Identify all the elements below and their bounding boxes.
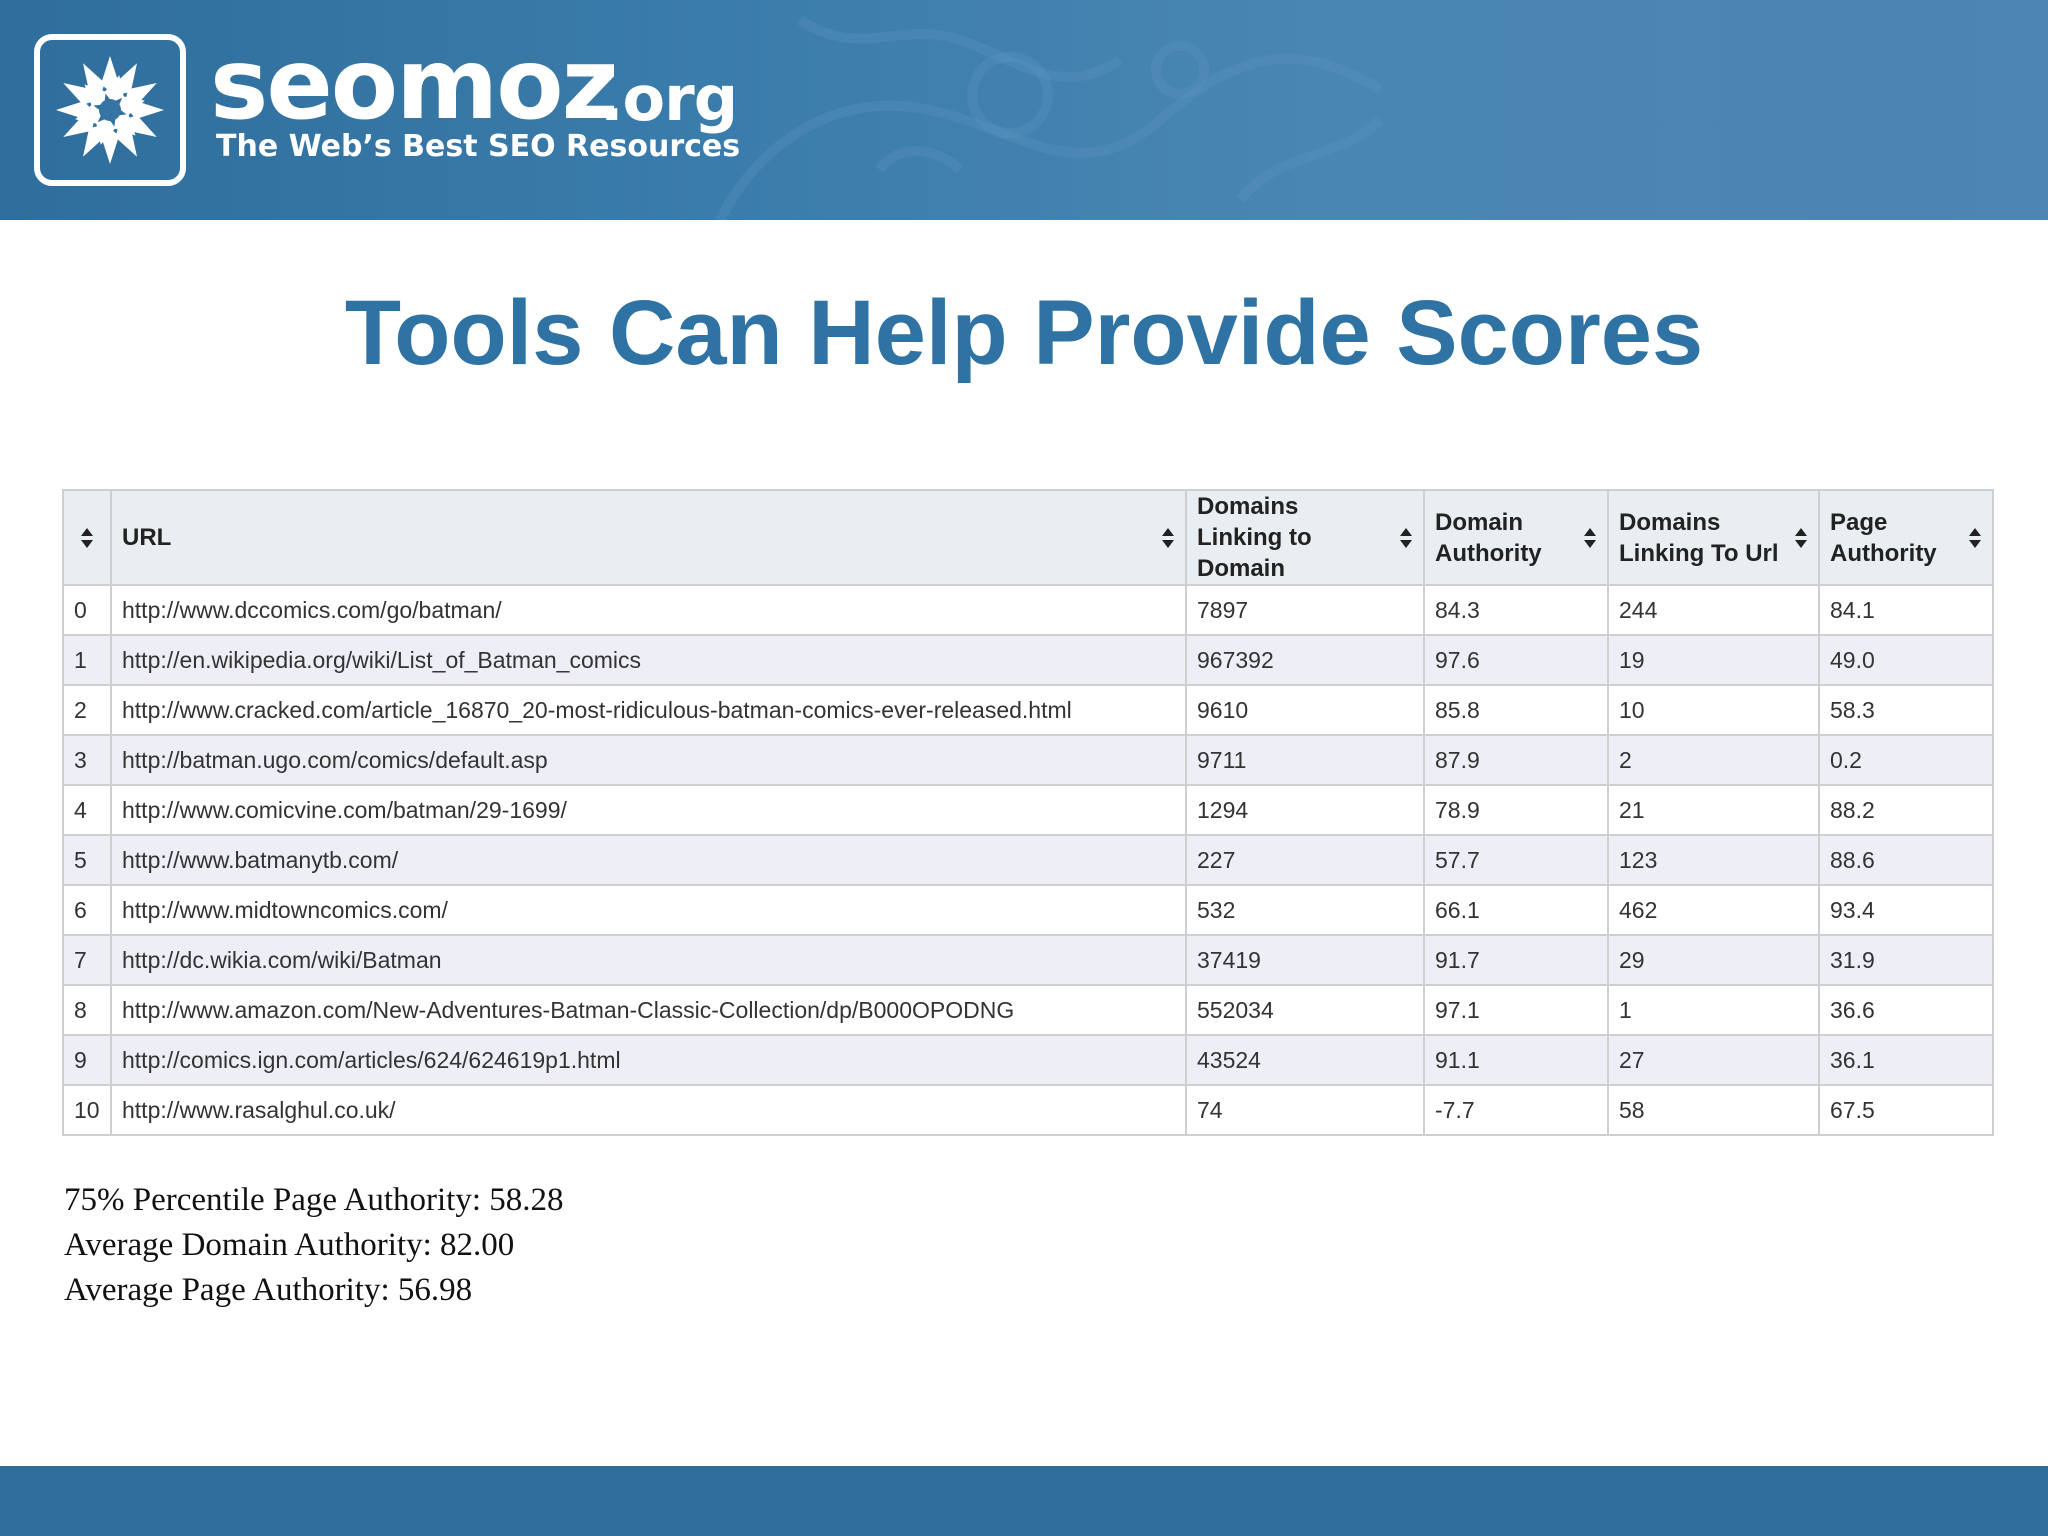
domains-linking-to-url-cell: 1: [1608, 985, 1819, 1035]
domain-authority-cell: -7.7: [1424, 1085, 1608, 1135]
domains-linking-to-domain-cell: 1294: [1186, 785, 1424, 835]
sort-arrows-icon: [1583, 527, 1597, 549]
column-header-index[interactable]: [63, 490, 111, 585]
domain-authority-cell: 97.1: [1424, 985, 1608, 1035]
page-authority-cell: 93.4: [1819, 885, 1993, 935]
column-header-label: URL: [122, 524, 172, 551]
slide-title: Tools Can Help Provide Scores: [344, 282, 1704, 384]
domains-linking-to-url-cell: 2: [1608, 735, 1819, 785]
sort-arrows-icon: [80, 527, 94, 549]
url-cell: http://batman.ugo.com/comics/default.asp: [111, 735, 1186, 785]
domains-linking-to-domain-cell: 9711: [1186, 735, 1424, 785]
header-banner: [0, 0, 2048, 220]
url-cell: http://en.wikipedia.org/wiki/List_of_Batman_comics: [111, 635, 1186, 685]
domains-linking-to-domain-cell: 552034: [1186, 985, 1424, 1035]
page-authority-cell: 88.6: [1819, 835, 1993, 885]
brand-tagline: The Web’s Best SEO Resources: [216, 129, 741, 164]
domain-authority-cell: 66.1: [1424, 885, 1608, 935]
sort-arrows-icon: [1399, 527, 1413, 549]
percentile-page-authority: 75% Percentile Page Authority: 58.28: [64, 1182, 564, 1218]
column-header-domains-linking-to-url[interactable]: [1608, 490, 1819, 585]
domains-linking-to-domain-cell: 43524: [1186, 1035, 1424, 1085]
table-row: [63, 885, 1993, 935]
column-header-domain-authority[interactable]: [1424, 490, 1608, 585]
page-authority-cell: 88.2: [1819, 785, 1993, 835]
page-authority-cell: 0.2: [1819, 735, 1993, 785]
footer-bar: [0, 1466, 2048, 1536]
column-header-label: Domains Linking To Url: [1619, 508, 1779, 567]
sort-arrows-icon: [1794, 527, 1808, 549]
page-authority-cell: 31.9: [1819, 935, 1993, 985]
average-domain-authority: Average Domain Authority: 82.00: [64, 1227, 515, 1263]
row-index: 9: [63, 1035, 111, 1085]
table-row: [63, 585, 1993, 635]
table-row: [63, 1085, 1993, 1135]
domains-linking-to-url-cell: 21: [1608, 785, 1819, 835]
url-cell: http://comics.ign.com/articles/624/624619p1.html: [111, 1035, 1186, 1085]
brand-name: seomoz: [210, 28, 617, 142]
row-index: 1: [63, 635, 111, 685]
row-index: 4: [63, 785, 111, 835]
domain-authority-cell: 97.6: [1424, 635, 1608, 685]
url-cell: http://www.dccomics.com/go/batman/: [111, 585, 1186, 635]
table-header-row: [63, 490, 1993, 585]
column-header-label: Domains Linking to Domain: [1197, 493, 1312, 582]
url-cell: http://www.rasalghul.co.uk/: [111, 1085, 1186, 1135]
brand-tld: .org: [600, 62, 738, 135]
scores-table: [62, 489, 1994, 1136]
domains-linking-to-domain-cell: 7897: [1186, 585, 1424, 635]
column-header-url[interactable]: [111, 490, 1186, 585]
row-index: 6: [63, 885, 111, 935]
domains-linking-to-url-cell: 10: [1608, 685, 1819, 735]
domains-linking-to-url-cell: 27: [1608, 1035, 1819, 1085]
column-header-page-authority[interactable]: [1819, 490, 1993, 585]
row-index: 5: [63, 835, 111, 885]
url-cell: http://dc.wikia.com/wiki/Batman: [111, 935, 1186, 985]
domains-linking-to-domain-cell: 532: [1186, 885, 1424, 935]
page-authority-cell: 36.1: [1819, 1035, 1993, 1085]
row-index: 7: [63, 935, 111, 985]
url-cell: http://www.amazon.com/New-Adventures-Batman-Classic-Collection/dp/B000OPODNG: [111, 985, 1186, 1035]
table-row: [63, 685, 1993, 735]
domains-linking-to-url-cell: 29: [1608, 935, 1819, 985]
row-index: 0: [63, 585, 111, 635]
domains-linking-to-domain-cell: 967392: [1186, 635, 1424, 685]
column-header-label: Page Authority: [1830, 508, 1937, 567]
url-cell: http://www.batmanytb.com/: [111, 835, 1186, 885]
domain-authority-cell: 84.3: [1424, 585, 1608, 635]
domains-linking-to-url-cell: 19: [1608, 635, 1819, 685]
page-authority-cell: 49.0: [1819, 635, 1993, 685]
domains-linking-to-domain-cell: 227: [1186, 835, 1424, 885]
domains-linking-to-domain-cell: 9610: [1186, 685, 1424, 735]
domain-authority-cell: 87.9: [1424, 735, 1608, 785]
page-authority-cell: 67.5: [1819, 1085, 1993, 1135]
row-index: 2: [63, 685, 111, 735]
summary-stats: [64, 1178, 564, 1313]
table-row: [63, 735, 1993, 785]
domains-linking-to-url-cell: 244: [1608, 585, 1819, 635]
page-authority-cell: 58.3: [1819, 685, 1993, 735]
table-row: [63, 985, 1993, 1035]
row-index: 10: [63, 1085, 111, 1135]
domains-linking-to-url-cell: 123: [1608, 835, 1819, 885]
url-cell: http://www.midtowncomics.com/: [111, 885, 1186, 935]
domains-linking-to-url-cell: 462: [1608, 885, 1819, 935]
average-page-authority: Average Page Authority: 56.98: [64, 1272, 473, 1308]
domain-authority-cell: 57.7: [1424, 835, 1608, 885]
domain-authority-cell: 78.9: [1424, 785, 1608, 835]
seomoz-star-logo-icon: [48, 48, 172, 172]
page-authority-cell: 84.1: [1819, 585, 1993, 635]
table-row: [63, 835, 1993, 885]
domain-authority-cell: 91.1: [1424, 1035, 1608, 1085]
sort-arrows-icon: [1161, 527, 1175, 549]
url-cell: http://www.comicvine.com/batman/29-1699/: [111, 785, 1186, 835]
table-row: [63, 785, 1993, 835]
domain-authority-cell: 85.8: [1424, 685, 1608, 735]
seomoz-logo: [34, 34, 186, 186]
page-authority-cell: 36.6: [1819, 985, 1993, 1035]
row-index: 3: [63, 735, 111, 785]
table-row: [63, 935, 1993, 985]
domains-linking-to-domain-cell: 37419: [1186, 935, 1424, 985]
sort-arrows-icon: [1968, 527, 1982, 549]
url-cell: http://www.cracked.com/article_16870_20-most-ridiculous-batman-comics-ever-released.html: [111, 685, 1186, 735]
table-row: [63, 635, 1993, 685]
table-row: [63, 1035, 1993, 1085]
domain-authority-cell: 91.7: [1424, 935, 1608, 985]
row-index: 8: [63, 985, 111, 1035]
domains-linking-to-url-cell: 58: [1608, 1085, 1819, 1135]
domains-linking-to-domain-cell: 74: [1186, 1085, 1424, 1135]
column-header-label: Domain Authority: [1435, 508, 1542, 567]
column-header-domains-linking-to-domain[interactable]: [1186, 490, 1424, 585]
